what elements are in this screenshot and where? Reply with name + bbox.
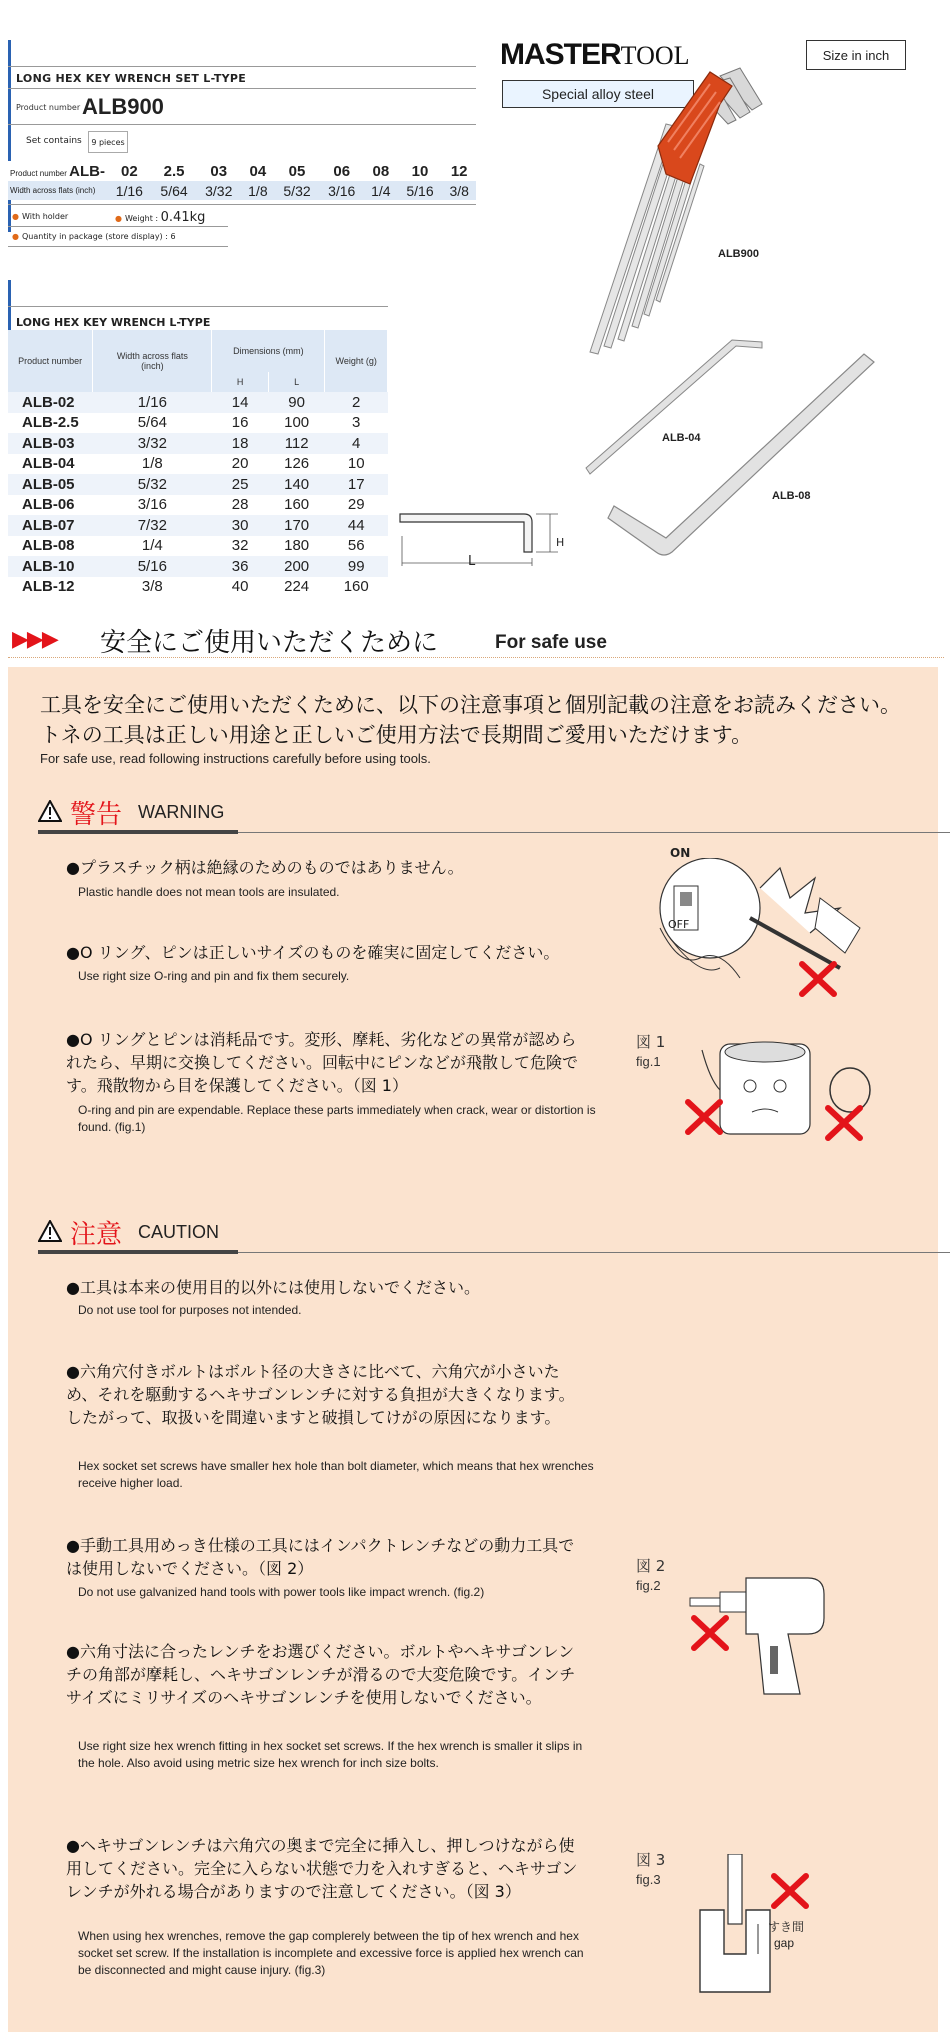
- quantity-text: Quantity in package (store display) : 6: [21, 232, 176, 241]
- cell-weight: 44: [325, 515, 388, 536]
- table-header-row: [8, 330, 388, 372]
- divider: [8, 66, 476, 67]
- heading-line: [238, 1252, 950, 1253]
- warning-item-3-en: O-ring and pin are expendable. Replace these parts immediately when crack, wear or distortion is found. (fig.1): [78, 1103, 596, 1134]
- caution-item-5-en: When using hex wrenches, remove the gap complerely between the tip of hex wrench and hex socket set screw. If the installation is incomplete and excessive force is applied hex wrench can be disconnected and might cause injury. (fig.3): [78, 1929, 584, 1977]
- table-row: [8, 433, 388, 454]
- fig3-en: fig.3: [636, 1872, 661, 1887]
- prohibited-x-icon: [770, 1872, 810, 1910]
- cell-width: 7/32: [93, 515, 212, 536]
- size-row: [8, 161, 476, 181]
- width-cell: 3/32: [196, 181, 241, 200]
- size-cell: 05: [275, 161, 320, 181]
- accent-bar: [8, 280, 11, 330]
- caution-item-4-jp: ●六角寸法に合ったレンチをお選びください。ボルトやヘキサゴンレンチの角部が摩耗し、ヘキサゴンレンチが滑るので大変危険です。インチサイズにミリサイズのヘキサゴンレンチを使用しないでください。: [66, 1642, 576, 1707]
- width-cell: 5/64: [152, 181, 197, 200]
- spec-table: [8, 330, 388, 597]
- fig1-en: fig.1: [636, 1054, 661, 1069]
- weight: ● Weight : 0.41kg: [115, 210, 206, 225]
- cell-product-number: ALB-12: [22, 578, 75, 596]
- col-h: H: [212, 372, 269, 392]
- prohibited-x-icon: [690, 1614, 730, 1652]
- caution-item-3-en: Do not use galvanized hand tools with power tools like impact wrench. (fig.2): [78, 1585, 485, 1599]
- width-cell: 1/8: [241, 181, 275, 200]
- fig2-jp: 図 2: [636, 1557, 666, 1575]
- table-row: [8, 474, 388, 495]
- size-cell: 06: [319, 161, 364, 181]
- size-cell: 04: [241, 161, 275, 181]
- cell-product-number: ALB-2.5: [22, 414, 79, 432]
- cell-product-number: ALB-04: [22, 455, 75, 473]
- cell-weight: 56: [347, 537, 365, 555]
- heading-bar: [38, 1250, 238, 1254]
- cell-weight: 29: [347, 496, 365, 514]
- spec-table-body: [8, 392, 388, 597]
- caution-item-2-en: Hex socket set screws have smaller hex hole than bolt diameter, which means that hex wrenches receive higher load.: [78, 1459, 594, 1490]
- prohibited-x-icon: [684, 1098, 724, 1136]
- cell-l: 112: [268, 433, 325, 454]
- width-cell: 3/16: [319, 181, 364, 200]
- warning-item-1-en: Plastic handle does not mean tools are insulated.: [78, 885, 340, 899]
- prohibited-x-icon: [798, 960, 838, 998]
- set-contains-label: Set contains: [26, 136, 82, 146]
- cell-h: 20: [231, 455, 249, 473]
- fig3-jp: 図 3: [636, 1851, 666, 1869]
- heading-bar: [38, 830, 238, 834]
- cell-width: 1/16: [93, 392, 212, 413]
- size-cell: 2.5: [152, 161, 197, 181]
- size-cell: 08: [364, 161, 398, 181]
- fig3-label: [636, 1850, 665, 1890]
- cell-width: 3/8: [141, 578, 163, 596]
- cell-l: 100: [284, 414, 310, 432]
- cell-l: 126: [284, 455, 310, 473]
- with-holder-text: With holder: [21, 212, 69, 221]
- cell-h: 32: [231, 537, 249, 555]
- cell-weight: 4: [325, 433, 388, 454]
- single-title: LONG HEX KEY WRENCH L-TYPE: [16, 316, 211, 329]
- warning-en: WARNING: [138, 802, 225, 822]
- cell-product-number: ALB-10: [8, 556, 93, 577]
- fig1-label: [636, 1032, 665, 1072]
- with-holder: [12, 212, 68, 221]
- cell-width: 5/32: [93, 474, 212, 495]
- intro-jp: 工具を安全にご使用いただくために、以下の注意事項と個別記載の注意をお読みください。トネの工具は正しい用途と正しいご使用方法で長期間ご愛用いただけます。: [40, 693, 901, 747]
- cell-weight: 3: [352, 414, 361, 432]
- cell-product-number: ALB-03: [8, 433, 93, 454]
- cell-weight: 99: [325, 556, 388, 577]
- cell-h: 18: [212, 433, 269, 454]
- cell-width: 3/32: [93, 433, 212, 454]
- warning-item-1-jp: ●プラスチック柄は絶縁のためのものではありません。: [66, 858, 464, 877]
- caution-item-1-jp: ●工具は本来の使用目的以外には使用しないでください。: [66, 1278, 480, 1297]
- table-row: [8, 536, 388, 557]
- cell-h: 25: [212, 474, 269, 495]
- cell-weight: 17: [325, 474, 388, 495]
- brand-name-light: TOOL: [620, 41, 690, 70]
- warning-icon: [38, 800, 62, 822]
- caution-item-1-en: Do not use tool for purposes not intended.: [78, 1303, 302, 1317]
- hex-key-08-illustration: [600, 352, 880, 572]
- product-number: ALB900: [82, 94, 164, 119]
- dimension-drawing: [398, 508, 568, 580]
- warning-item-2-jp: ●O リング、ピンは正しいサイズのものを確実に固定してください。: [66, 943, 560, 962]
- intro-en: For safe use, read following instructions carefully before using tools.: [40, 751, 431, 766]
- caption-08: ALB-08: [772, 490, 811, 502]
- divider: [8, 246, 228, 247]
- cell-width: 5/64: [137, 414, 167, 432]
- cell-h: 40: [231, 578, 249, 596]
- size-cell: 10: [398, 161, 443, 181]
- cell-l: 180: [284, 537, 310, 555]
- divider: [8, 124, 476, 125]
- cell-product-number: ALB-02: [8, 392, 93, 413]
- size-table: [8, 161, 476, 200]
- warning-item-2-en: Use right size O-ring and pin and fix them securely.: [78, 969, 350, 983]
- caution-item-3-jp: ●手動工具用めっき仕様の工具にはインパクトレンチなどの動力工具では使用しないでください。（図 2）: [66, 1536, 575, 1578]
- switch-off-label: OFF: [668, 918, 690, 931]
- size-cell: 02: [107, 161, 152, 181]
- cell-weight: 160: [343, 578, 369, 596]
- caution-icon: [38, 1220, 62, 1242]
- material-box: Special alloy steel: [502, 80, 694, 108]
- banner-arrows: ▶▶▶: [12, 627, 57, 652]
- dim-h-label: H: [556, 536, 565, 549]
- quantity: [12, 232, 176, 241]
- cell-width: 5/16: [93, 556, 212, 577]
- cell-product-number: ALB-08: [22, 537, 75, 555]
- warning-item-3-jp: ●O リングとピンは消耗品です。変形、摩耗、劣化などの異常が認められたら、早期に交換してください。回転中にピンなどが飛散して危険です。飛散物から目を保護してください。（図 1）: [66, 1030, 579, 1095]
- hex-key-set-illustration: [570, 64, 780, 364]
- warning-jp: 警告: [70, 800, 123, 830]
- divider: [8, 226, 228, 227]
- cell-l: 140: [268, 474, 325, 495]
- cell-h: 14: [212, 392, 269, 413]
- brand-name-bold: MASTER: [500, 38, 621, 71]
- size-strip: [8, 161, 476, 200]
- size-row-label-big: ALB-: [69, 162, 105, 180]
- size-cell: 12: [442, 161, 476, 181]
- gap-label-jp: すき間: [768, 1920, 805, 1934]
- cell-product-number: ALB-06: [22, 496, 75, 514]
- cell-h: 36: [212, 556, 269, 577]
- product-number-label: Product number: [16, 103, 81, 112]
- size-row-label: [8, 161, 107, 181]
- width-cell: 5/16: [398, 181, 443, 200]
- caution-item-5-jp: ●ヘキサゴンレンチは六角穴の奥まで完全に挿入し、押しつけながら使用してください。完全に入らない状態で力を入れすぎると、ヘキサゴンレンチが外れる場合がありますので注意してください。（図 3）: [66, 1836, 578, 1901]
- fig1-jp: 図 1: [636, 1033, 666, 1051]
- caption-04: ALB-04: [662, 432, 701, 444]
- col-product-number: Product number: [8, 330, 93, 392]
- table-row: [8, 454, 388, 475]
- weight-label: Weight: [124, 214, 153, 223]
- cell-l: 224: [284, 578, 310, 596]
- cell-product-number: ALB-05: [8, 474, 93, 495]
- size-cell: 03: [196, 161, 241, 181]
- warning-heading: [38, 798, 918, 832]
- table-row: [8, 515, 388, 536]
- col-weight: Weight (g): [325, 330, 388, 392]
- cell-h: 30: [212, 515, 269, 536]
- fig2-en: fig.2: [636, 1578, 661, 1593]
- safety-title-en: For safe use: [495, 632, 607, 653]
- set-contains-value: 9 pieces: [88, 131, 128, 153]
- width-row-label: Width across flats (inch): [8, 181, 107, 200]
- caption-set: ALB900: [718, 248, 759, 260]
- col-dimensions: Dimensions (mm): [212, 330, 325, 372]
- cell-l: 200: [268, 556, 325, 577]
- caution-jp: 注意: [70, 1220, 123, 1250]
- fig2-label: [636, 1556, 665, 1596]
- prohibited-x-icon: [824, 1104, 864, 1142]
- width-cell: 3/8: [442, 181, 476, 200]
- dim-l-label: L: [468, 554, 476, 569]
- cell-l: 170: [268, 515, 325, 536]
- weight-value: 0.41kg: [160, 210, 206, 225]
- width-cell: 5/32: [275, 181, 320, 200]
- cell-l: 90: [268, 392, 325, 413]
- caution-heading: [38, 1218, 918, 1252]
- size-note: Size in inch: [806, 40, 906, 70]
- width-cell: 1/4: [364, 181, 398, 200]
- electric-shock-illustration: [640, 858, 880, 1008]
- table-row: [8, 556, 388, 577]
- caution-en: CAUTION: [138, 1222, 219, 1242]
- divider: [8, 88, 476, 89]
- cell-h: 16: [231, 414, 249, 432]
- bullet-icon: ●: [115, 214, 122, 223]
- cell-product-number: ALB-07: [8, 515, 93, 536]
- table-row: [8, 495, 388, 516]
- bullet-icon: ●: [12, 212, 19, 221]
- gap-label-en: gap: [774, 1936, 795, 1950]
- col-l: L: [268, 372, 325, 392]
- cell-width: 1/4: [141, 537, 163, 555]
- cell-l: 160: [284, 496, 310, 514]
- table-row: [8, 392, 388, 413]
- set-title: LONG HEX KEY WRENCH SET L-TYPE: [16, 72, 247, 85]
- cell-weight: 10: [347, 455, 365, 473]
- switch-on-label: ON: [670, 846, 691, 860]
- width-cell: 1/16: [107, 181, 152, 200]
- divider: [8, 204, 476, 205]
- size-row-label-small: Product number: [10, 168, 67, 178]
- table-row: [8, 577, 388, 598]
- col-width: Width across flats (inch): [93, 330, 212, 392]
- caution-item-2-jp: ●六角穴付きボルトはボルト径の大きさに比べて、六角穴が小さいため、それを駆動するヘキサゴンレンチに対する負担が大きくなります。したがって、取扱いを間違いますと破損してけがの原因になります。: [66, 1362, 575, 1427]
- cell-width: 3/16: [137, 496, 167, 514]
- banner-divider: [8, 657, 944, 658]
- cell-h: 28: [231, 496, 249, 514]
- table-row: [8, 413, 388, 434]
- bullet-icon: ●: [12, 232, 19, 241]
- divider: [8, 306, 388, 307]
- heading-line: [238, 832, 950, 833]
- cell-width: 1/8: [141, 455, 163, 473]
- cell-weight: 2: [325, 392, 388, 413]
- width-row: [8, 181, 476, 200]
- caution-item-4-en: Use right size hex wrench fitting in hex socket set screws. If the hex wrench is smaller it slips in the hole. Also avoid using metric size hex wrench for inch size bolts.: [78, 1739, 583, 1770]
- safety-title-jp: 安全にご使用いただくために: [100, 628, 439, 658]
